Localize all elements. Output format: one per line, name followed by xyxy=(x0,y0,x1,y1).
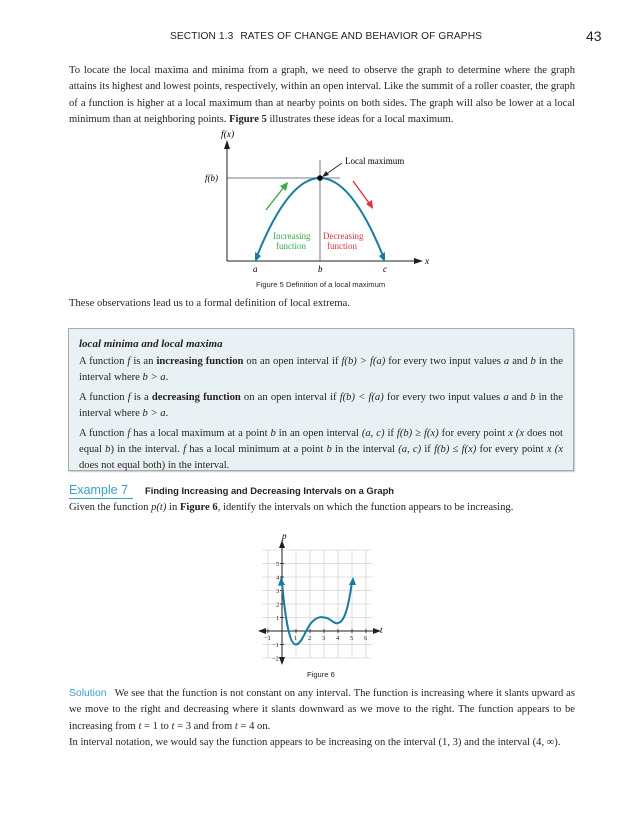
section-title: RATES OF CHANGE AND BEHAVIOR OF GRAPHS xyxy=(240,31,483,42)
tick-c-label: c xyxy=(383,264,387,274)
example-label: Example 7 xyxy=(69,483,129,497)
decreasing-function-label: function xyxy=(327,241,357,251)
x-axis-label: x xyxy=(425,257,430,267)
svg-text:4: 4 xyxy=(336,635,340,642)
svg-text:1: 1 xyxy=(294,635,298,642)
svg-text:5: 5 xyxy=(276,561,280,568)
example-title: Finding Increasing and Decreasing Intervals on a Graph xyxy=(145,485,395,496)
definition-extrema: A function f has a local maximum at a point b in an open interval (a, c) if f(b) ≥ f(x) for every point x (x does not equal b) in the interval. f has a local minimum at a point b in the interval (a, c) if f(b) ≤ f(x) for every point x (x does not equal both) in the interval. xyxy=(79,428,563,471)
svg-text:5: 5 xyxy=(350,635,354,642)
increasing-function-label: function xyxy=(276,241,306,251)
figure6-ticks xyxy=(268,564,366,659)
svg-text:−1: −1 xyxy=(272,642,279,649)
tick-b-label: b xyxy=(318,264,323,274)
transition-paragraph: These observations lead us to a formal definition of local extrema. xyxy=(69,298,350,309)
definition-title: local minima and local maxima xyxy=(79,338,223,350)
solution-paragraph: Solution We see that the function is not constant on any interval. The function is increasing where it slants upward as we move to the right and decreasing where it slants downward as we move to the right. The function appears to be increasing from t = 1 to t = 3 and from t = 4 on. xyxy=(69,688,575,732)
definition-decreasing: A function f is a decreasing function on an open interval if f(b) < f(a) for every two input values a and b in the interval where b > a. xyxy=(79,392,564,419)
figure6-caption: Figure 6 xyxy=(307,670,335,679)
t-axis-left-arrow-icon xyxy=(258,628,266,634)
curve-right-arrow-icon xyxy=(349,577,356,585)
intro-text-end: illustrates these ideas for a local maximum. xyxy=(266,114,454,126)
tick-a-label: a xyxy=(253,264,258,274)
svg-text:3: 3 xyxy=(322,635,326,642)
page-number: 43 xyxy=(586,28,602,44)
y-axis-label: f(x) xyxy=(221,130,235,140)
svg-text:3: 3 xyxy=(276,588,280,595)
svg-text:2: 2 xyxy=(276,601,280,609)
intro-text: To locate the local maxima and minima from a graph, we need to observe the graph to determine where the graph attains its highest and lowest points, respectively, within an open interval. Like the summit of a roller coaster, the graph of a function is higher at a local maximum than at nearby points on both sides. The graph will also be lower at a local minimum than at neighboring points. xyxy=(69,65,575,126)
decreasing-label: Decreasing xyxy=(323,231,364,241)
example-prompt: Given the function p(t) in Figure 6, identify the intervals on which the function appears to be increasing. xyxy=(69,502,514,513)
svg-text:−2: −2 xyxy=(272,655,279,663)
t-axis-label: t xyxy=(380,625,383,635)
definition-increasing: A function f is an increasing function on an open interval if f(b) > f(a) for every two input values a and b in the interval where b > a. xyxy=(79,356,564,383)
svg-text:1: 1 xyxy=(276,615,280,622)
local-maximum-label: Local maximum xyxy=(345,156,405,166)
p-axis-up-arrow-icon xyxy=(279,540,285,548)
p-curve xyxy=(282,582,352,645)
figure5-reference: Figure 5 xyxy=(229,114,267,126)
conclusion-paragraph: In interval notation, we would say the function appears to be increasing on the interval (1, 3) and the interval (4, ∞). xyxy=(69,737,561,748)
figure5-caption: Figure 5 Definition of a local maximum xyxy=(256,280,386,289)
p-axis-label: p xyxy=(282,531,287,541)
solution-label: Solution xyxy=(69,688,107,699)
svg-text:−1: −1 xyxy=(264,635,271,642)
fb-label: f(b) xyxy=(205,173,218,183)
increasing-label: Increasing xyxy=(273,231,311,241)
svg-text:2: 2 xyxy=(308,635,312,642)
section-number: SECTION 1.3 xyxy=(170,31,234,42)
svg-text:4: 4 xyxy=(276,574,280,582)
svg-text:6: 6 xyxy=(364,635,368,642)
